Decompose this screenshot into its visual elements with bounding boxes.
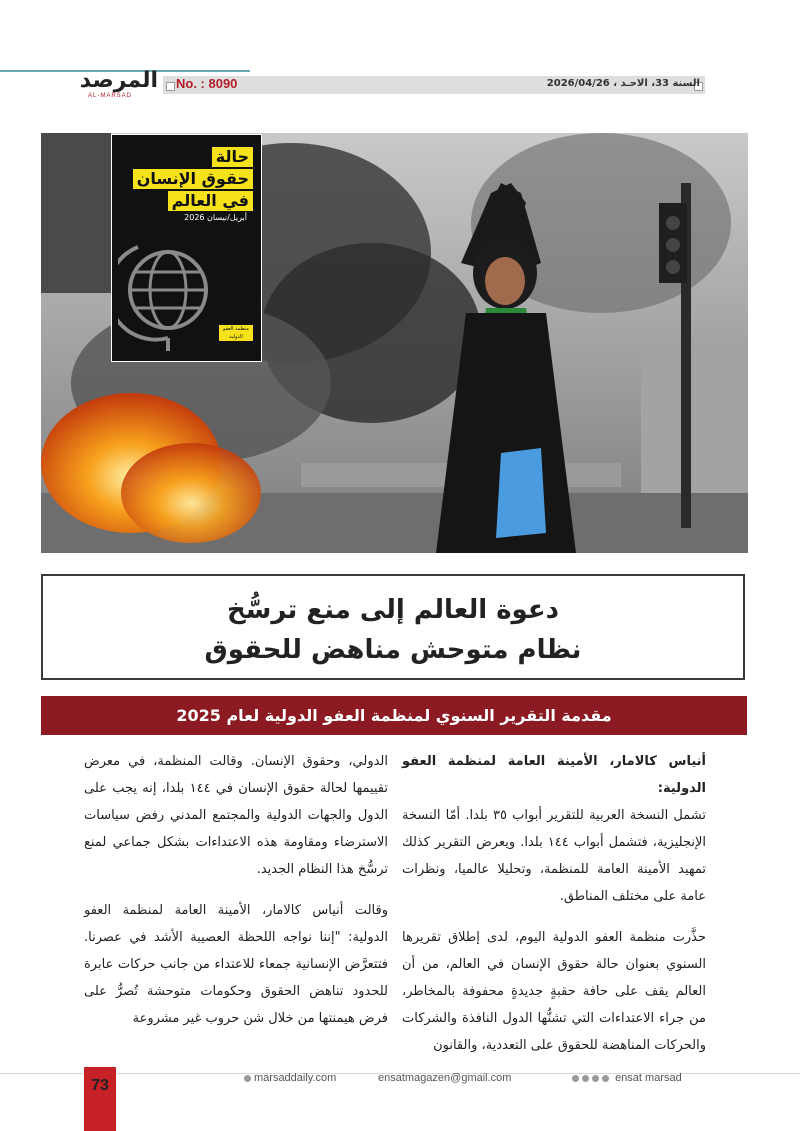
social-handle: ensat marsad <box>615 1072 682 1084</box>
report-cover <box>111 134 262 362</box>
instagram-icon <box>592 1075 599 1082</box>
article-lead: أنياس كالامار، الأمينة العامة لمنظمة العفو الدولية: <box>402 754 706 796</box>
page-number: 73 <box>84 1067 116 1131</box>
article-paragraph: حذَّرت منظمة العفو الدولية اليوم، لدى إطلاق تقريرها السنوي بعنوان حالة حقوق الإنسان في العالم، من أن العالم يقف على حافة حقبةٍ جديدةٍ محفوفة بالمخاطر، من جراء الاعتداءات التي تشنُّها الدول النافذة والشركات والحركات المناهضة للحقوق على التعددية، والقانون <box>402 930 706 1053</box>
youtube-icon <box>602 1075 609 1082</box>
cover-date: أبريل/نيسان 2026 <box>184 213 247 222</box>
logo-subtext: AL-MARSAD <box>88 93 133 99</box>
facebook-icon <box>572 1075 579 1082</box>
article-paragraph: وقالت أنياس كالامار، الأمينة العامة لمنظمة العفو الدولية: "إننا نواجه اللحظة العصيبة الأشد في عصرنا. فتتعرَّض الإنسانية جمعاء للاعتداء من جانب حركات عابرة للحدود تناهض الحقوق وحكومات متوحشة تُصرُّ على فرض هيمنتها من خلال شن حروب غير مشروعة <box>84 903 388 1026</box>
issue-number: No. : 8090 <box>176 76 238 91</box>
header-square-icon <box>166 82 175 91</box>
headline-line-1: دعوة العالم إلى منع ترسُّخ <box>227 595 559 625</box>
logo-text: المرصد <box>79 68 158 93</box>
headline-line-2: نظام متوحش مناهض للحقوق <box>204 635 582 665</box>
article-paragraph: تشمل النسخة العربية للتقرير أبواب ٣٥ بلدا. أمّا النسخة الإنجليزية، فتشمل أبواب ١٤٤ بلدا. ويعرض التقرير كذلك تمهيد الأمينة العامة للمنظمة، وتحليلا عالميا، ونظرات عامة على مختلف المناطق. <box>402 808 706 904</box>
cover-title-line: حالة <box>212 147 253 167</box>
article-column-left <box>84 748 388 1046</box>
footer-website[interactable] <box>244 1072 336 1084</box>
marsad-logo <box>79 68 158 102</box>
headline-box <box>41 574 745 680</box>
footer-social[interactable] <box>572 1072 682 1084</box>
cover-title-line: حقوق الإنسان <box>133 169 253 189</box>
footer-email[interactable]: ensatmagazen@gmail.com <box>378 1072 512 1084</box>
website-text: marsaddaily.com <box>254 1072 337 1084</box>
article-paragraph: الدولي، وحقوق الإنسان. وقالت المنظمة، في معرض تقييمها لحالة حقوق الإنسان في ١٤٤ بلدا، إنه يجب على الدول والجهات الدولية والمجتمع المدني رفض سياسات الاسترضاء ومقاومة هذه الاعتداءات بشكل جماعي لمنع ترسُّخ هذا النظام الجديد. <box>84 754 388 877</box>
cover-title-line: في العالم <box>168 191 253 211</box>
globe-icon <box>118 235 218 355</box>
amnesty-logo: منظمة العفو الدولية <box>219 325 253 341</box>
twitter-icon <box>582 1075 589 1082</box>
section-banner: مقدمة التقرير السنوي لمنظمة العفو الدولية لعام 2025 <box>41 696 747 735</box>
article-column-right <box>402 748 706 1073</box>
date-line: السنة 33، الاحـد ، 2026/04/26 <box>546 78 700 89</box>
globe-icon <box>244 1075 251 1082</box>
